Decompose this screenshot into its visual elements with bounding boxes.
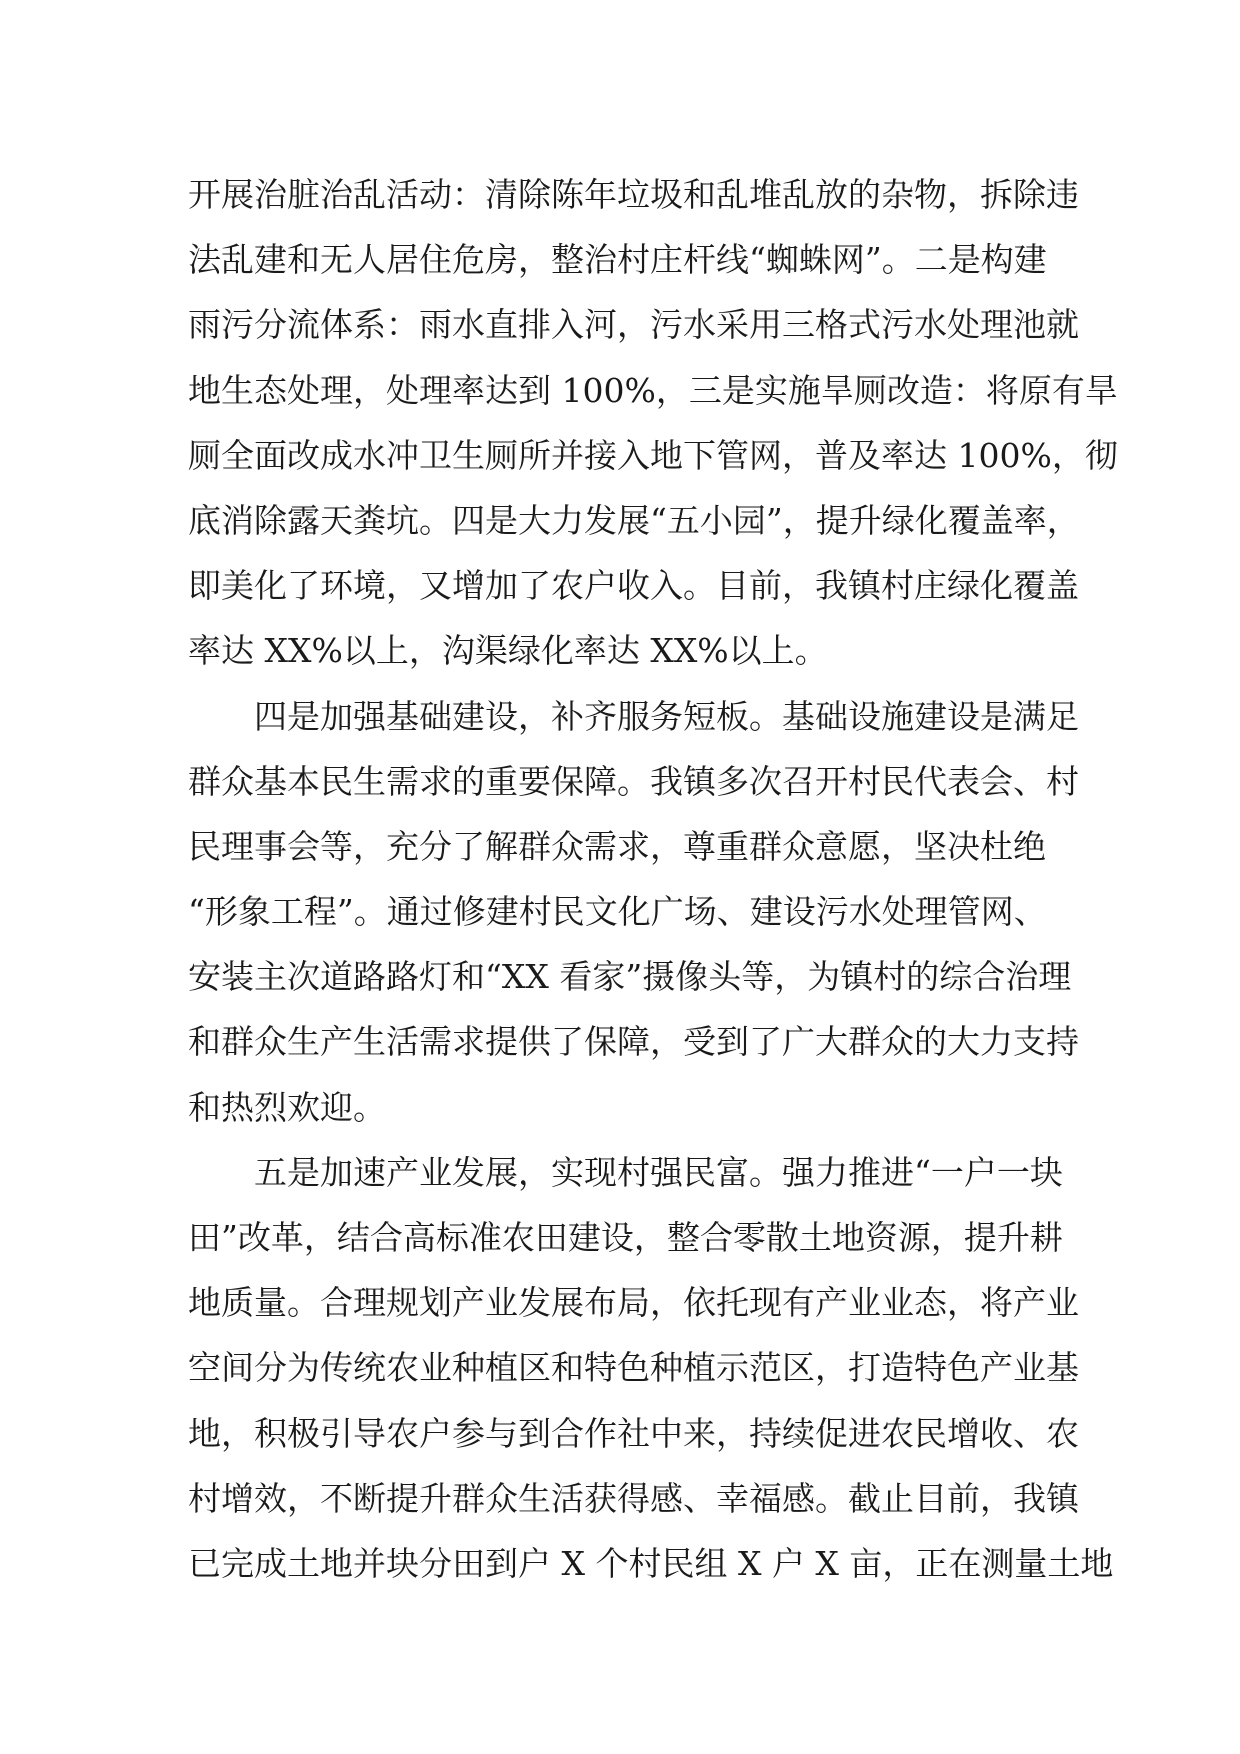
text-line: 空间分为传统农业种植区和特色种植示范区，打造特色产业基 bbox=[188, 1348, 1079, 1388]
text-line: 地质量。合理规划产业发展布局，依托现有产业业态，将产业 bbox=[188, 1283, 1079, 1323]
text-line: 法乱建和无人居住危房，整治村庄杆线“蜘蛛网”。二是构建 bbox=[188, 240, 1047, 280]
text-line: 民理事会等，充分了解群众需求，尊重群众意愿，坚决杜绝 bbox=[188, 826, 1046, 866]
text-line: 即美化了环境，又增加了农户收入。目前，我镇村庄绿化覆盖 bbox=[188, 566, 1079, 606]
text-line: 群众基本民生需求的重要保障。我镇多次召开村民代表会、村 bbox=[188, 761, 1079, 801]
text-line: 已完成土地并块分田到户 X 个村民组 X 户 X 亩，正在测量土地 bbox=[188, 1543, 1114, 1583]
body-text bbox=[188, 162, 1118, 1596]
text-line: 和群众生产生活需求提供了保障，受到了广大群众的大力支持 bbox=[188, 1022, 1079, 1062]
text-line: 安装主次道路路灯和“XX 看家”摄像头等，为镇村的综合治理 bbox=[188, 957, 1072, 997]
text-line: 底消除露天粪坑。四是大力发展“五小园”，提升绿化覆盖率， bbox=[188, 500, 1080, 540]
text-line: 开展治脏治乱活动：清除陈年垃圾和乱堆乱放的杂物，拆除违 bbox=[188, 175, 1079, 214]
paragraph-start-line: 四是加强基础建设，补齐服务短板。基础设施建设是满足 bbox=[254, 696, 1079, 736]
paragraph-start-line: 五是加速产业发展，实现村强民富。强力推进“一户一块 bbox=[254, 1152, 1063, 1192]
text-line: 和热烈欢迎。 bbox=[188, 1087, 386, 1127]
text-line: 厕全面改成水冲卫生厕所并接入地下管网，普及率达 100%，彻 bbox=[188, 435, 1118, 475]
text-line: 田”改革，结合高标准农田建设，整合零散土地资源，提升耕 bbox=[188, 1218, 1063, 1257]
text-line: 地生态处理，处理率达到 100%，三是实施旱厕改造：将原有旱 bbox=[188, 370, 1118, 410]
text-line: “形象工程”。通过修建村民文化广场、建设污水处理管网、 bbox=[188, 892, 1047, 932]
text-line: 雨污分流体系：雨水直排入河，污水采用三格式污水处理池就 bbox=[188, 305, 1079, 345]
text-line: 率达 XX%以上，沟渠绿化率达 XX%以上。 bbox=[188, 631, 828, 671]
text-line: 村增效，不断提升群众生活获得感、幸福感。截止目前，我镇 bbox=[188, 1478, 1079, 1518]
text-line: 地，积极引导农户参与到合作社中来，持续促进农民增收、农 bbox=[188, 1413, 1079, 1453]
